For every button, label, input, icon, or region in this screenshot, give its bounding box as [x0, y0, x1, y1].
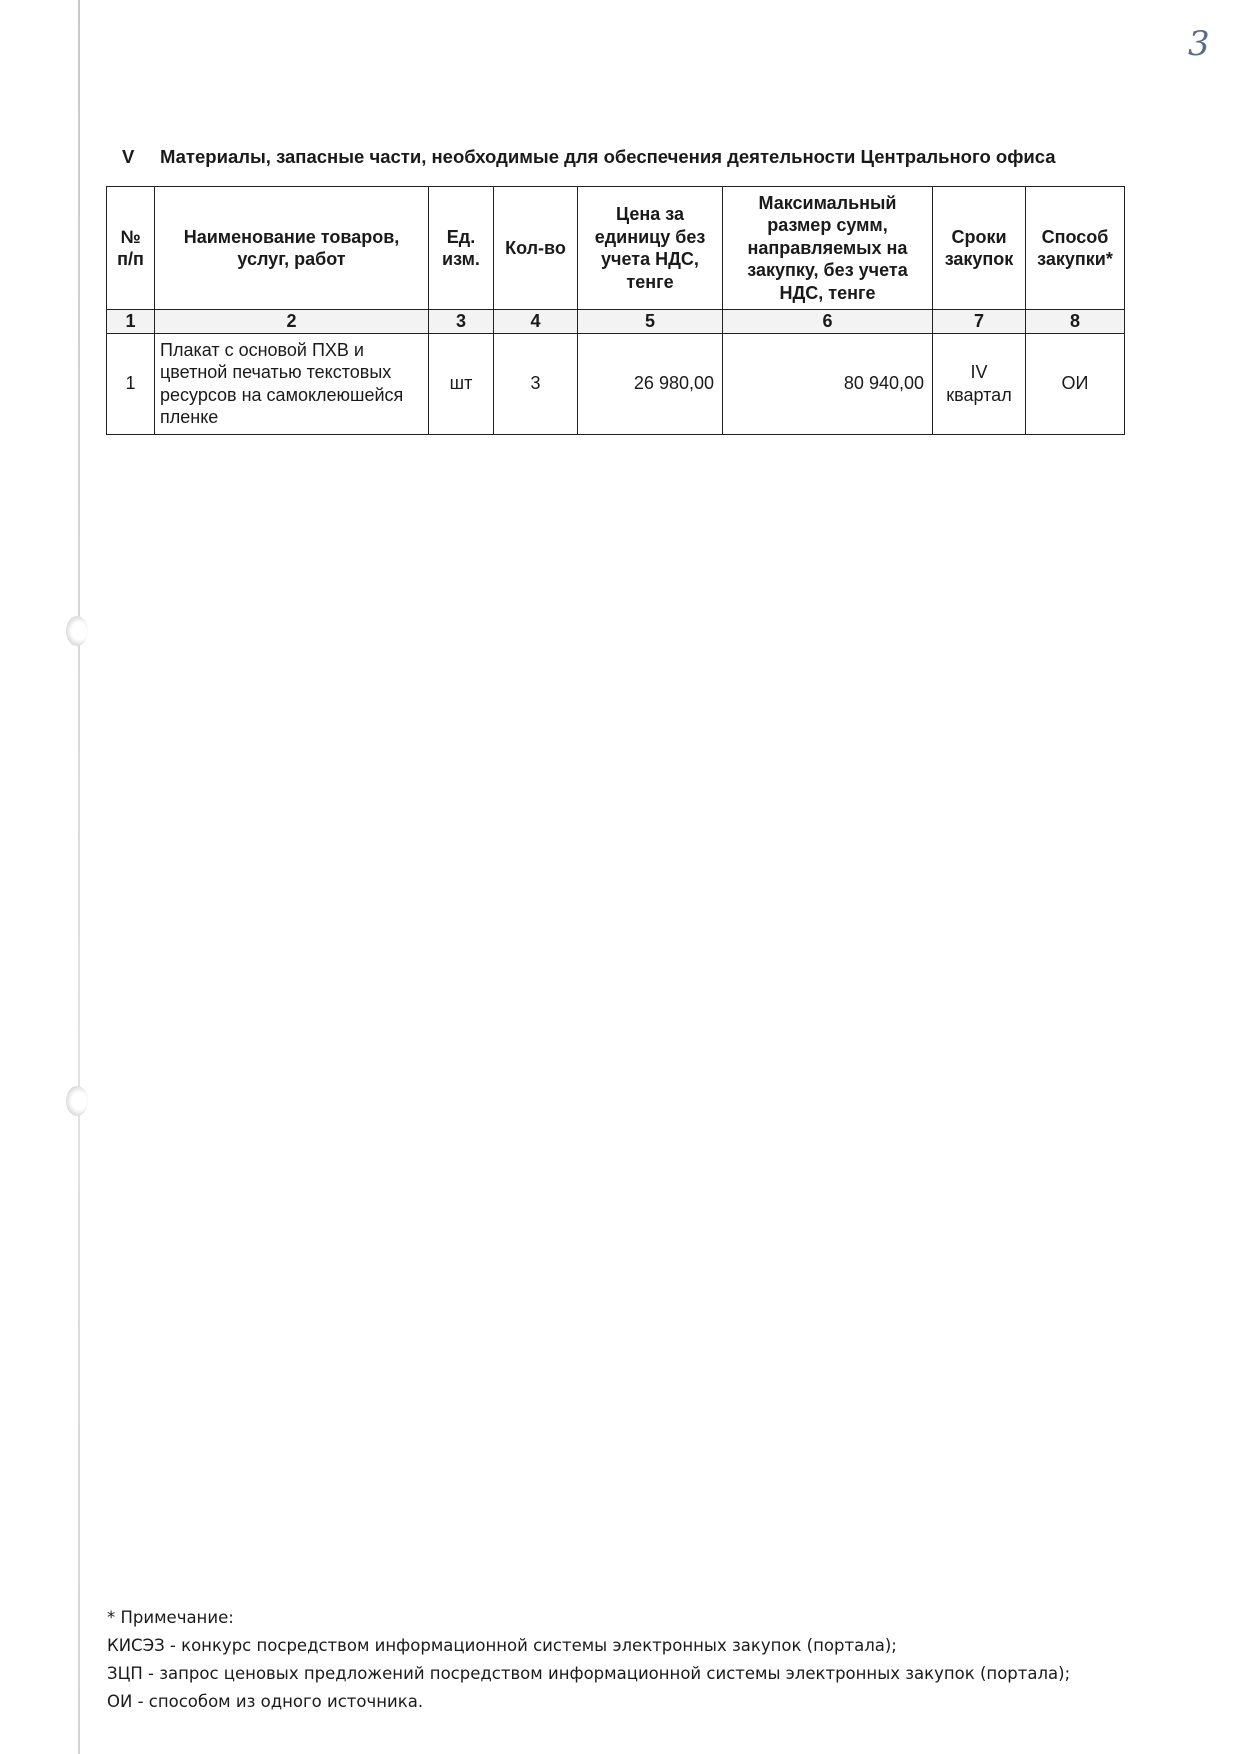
footnote-title: * Примечание: — [107, 1608, 234, 1627]
row-price: 26 980,00 — [578, 333, 723, 434]
footnote-line: ЗЦП - запрос ценовых предложений посредством информационной системы электронных закупок (портала); — [107, 1664, 1071, 1683]
row-name: Плакат с основой ПХВ и цветной печатью текстовых ресурсов на самоклеюшейся пленке — [155, 333, 429, 434]
purchase-table — [106, 186, 1125, 435]
row-period: IV квартал — [933, 333, 1026, 434]
footnote — [107, 1604, 1127, 1716]
header-period: Сроки закупок — [933, 187, 1026, 310]
header-num: № п/п — [107, 187, 155, 310]
table-row — [107, 333, 1125, 434]
footnote-line: КИСЭЗ - конкурс посредством информационной системы электронных закупок (портала); — [107, 1636, 897, 1655]
scan-margin-line — [78, 0, 80, 1754]
header-name: Наименование товаров, услуг, работ — [155, 187, 429, 310]
header-total: Максимальный размер сумм, направляемых на закупку, без учета НДС, тенге — [723, 187, 933, 310]
column-index: 5 — [578, 310, 723, 334]
section-title: Материалы, запасные части, необходимые для обеспечения деятельности Центрального офиса — [160, 146, 1056, 167]
header-qty: Кол-во — [494, 187, 578, 310]
section-heading — [122, 146, 1122, 168]
header-unit: Ед. изм. — [429, 187, 494, 310]
header-method: Способ закупки* — [1026, 187, 1125, 310]
column-index: 4 — [494, 310, 578, 334]
row-method: ОИ — [1026, 333, 1125, 434]
punch-hole-top — [66, 616, 88, 646]
row-qty: 3 — [494, 333, 578, 434]
column-index: 8 — [1026, 310, 1125, 334]
column-index: 1 — [107, 310, 155, 334]
table-header-row — [107, 187, 1125, 310]
punch-hole-bottom — [66, 1086, 88, 1116]
section-number: V — [122, 146, 135, 167]
column-index: 3 — [429, 310, 494, 334]
row-total: 80 940,00 — [723, 333, 933, 434]
page-number: 3 — [1188, 24, 1210, 64]
row-num: 1 — [107, 333, 155, 434]
row-unit: шт — [429, 333, 494, 434]
footnote-line: ОИ - способом из одного источника. — [107, 1692, 424, 1711]
column-index: 2 — [155, 310, 429, 334]
column-index-row — [107, 310, 1125, 334]
column-index: 6 — [723, 310, 933, 334]
header-price: Цена за единицу без учета НДС, тенге — [578, 187, 723, 310]
column-index: 7 — [933, 310, 1026, 334]
